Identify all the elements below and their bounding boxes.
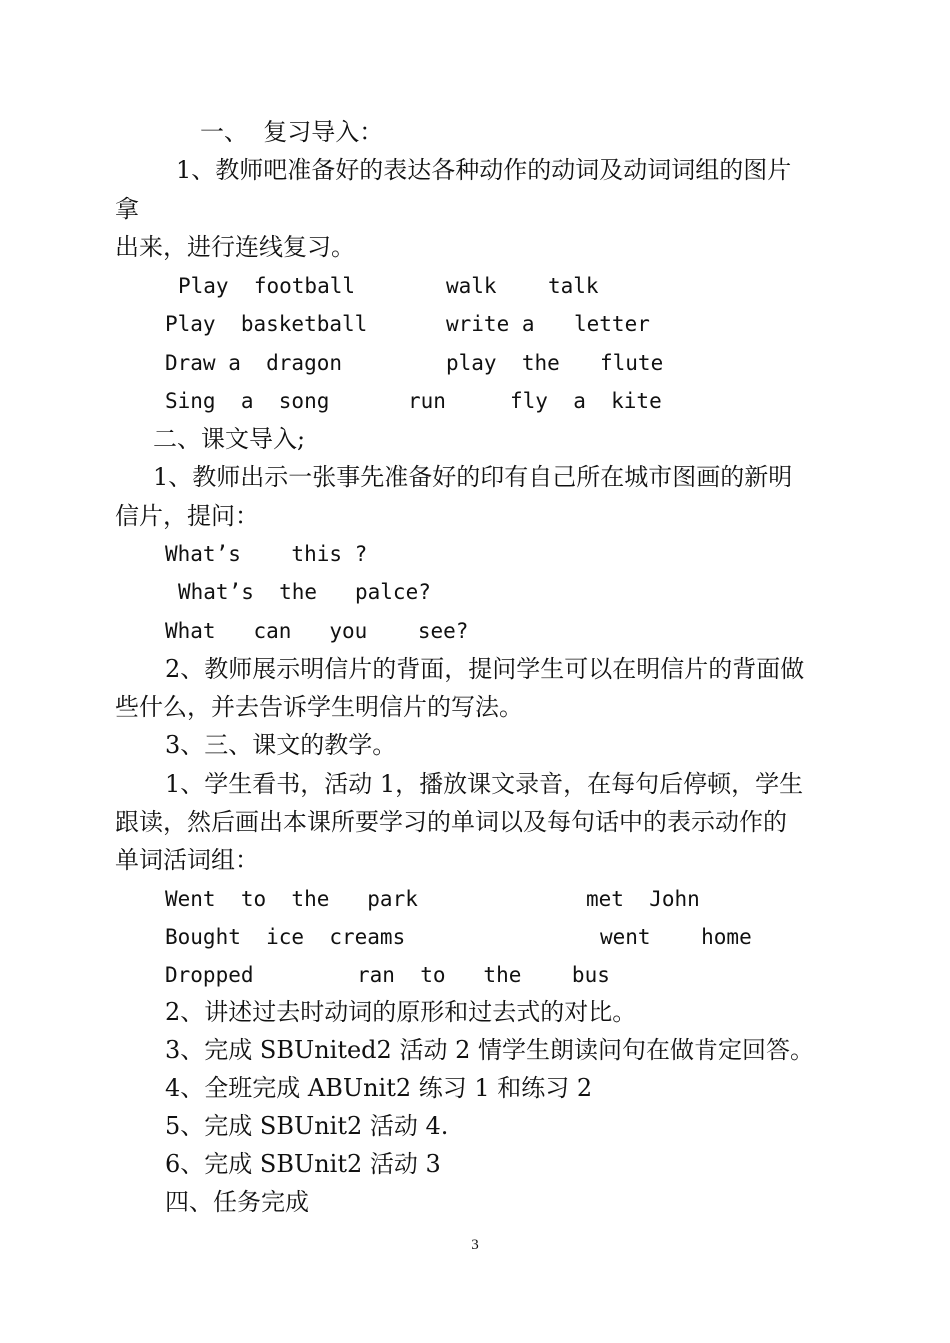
phrase-write-a: write a — [446, 312, 535, 336]
section3-item5: 5、完成 SBUnit2 活动 4. — [165, 1112, 449, 1140]
phrase-walk: walk — [446, 274, 497, 298]
word-went-home: went home — [600, 925, 752, 949]
word-dropped: Dropped — [165, 963, 254, 987]
phrase-draw-a-dragon: Draw a dragon — [165, 351, 343, 375]
section1-item1-line1: 1、教师吧准备好的表达各种动作的动词及动词词组的图片 — [176, 156, 792, 184]
phrase-play-football: Play football — [178, 274, 356, 298]
page-number: 3 — [471, 1237, 479, 1253]
section2-item1-line2: 信片，提问： — [115, 502, 259, 530]
section1-item1-line3: 出来，进行连线复习。 — [115, 233, 355, 261]
phrase-flute: flute — [600, 351, 664, 375]
question-whats-the-palce: What’s the palce? — [178, 580, 431, 604]
section3-item1-line3: 单词活词组： — [115, 846, 259, 874]
phrase-sing-a-song: Sing a song — [165, 389, 330, 413]
phrase-play-basketball: Play basketball — [165, 312, 368, 336]
word-bought-ice-creams: Bought ice creams — [165, 925, 406, 949]
section2-item2-line2: 些什么，并去告诉学生明信片的写法。 — [115, 693, 523, 721]
section2-item1-line1: 1、教师出示一张事先准备好的印有自己所在城市图画的新明 — [153, 463, 793, 491]
section3-item4: 4、全班完成 ABUnit2 练习 1 和练习 2 — [165, 1074, 593, 1102]
section3-heading: 3、三、课文的教学。 — [165, 731, 397, 759]
section3-item3: 3、完成 SBUnited2 活动 2 情学生朗读问句在做肯定回答。 — [165, 1036, 814, 1064]
question-what-can-you-see: What can you see? — [165, 619, 469, 643]
section1-item1-line2: 拿 — [115, 195, 139, 223]
question-whats-this: What’s this ? — [165, 542, 368, 566]
phrase-letter: letter — [574, 312, 650, 336]
section2-heading: 二、课文导入; — [153, 425, 306, 453]
section3-item6: 6、完成 SBUnit2 活动 3 — [165, 1150, 441, 1178]
section2-item2-line1: 2、教师展示明信片的背面，提问学生可以在明信片的背面做 — [165, 655, 805, 683]
section3-item1-line2: 跟读，然后画出本课所要学习的单词以及每句话中的表示动作的 — [115, 808, 787, 836]
section4-heading: 四、任务完成 — [165, 1188, 309, 1216]
section3-item1-line1: 1、学生看书，活动 1，播放课文录音，在每句后停顿，学生 — [165, 770, 804, 798]
word-met-john: met John — [586, 887, 700, 911]
phrase-play-the: play the — [446, 351, 560, 375]
phrase-talk: talk — [548, 274, 599, 298]
phrase-fly-a-kite: fly a kite — [510, 389, 662, 413]
section3-item2: 2、讲述过去时动词的原形和过去式的对比。 — [165, 998, 637, 1026]
phrase-run: run — [408, 389, 446, 413]
word-went-to-the-park: Went to the park — [165, 887, 418, 911]
word-ran-to-the-bus: ran to the bus — [357, 963, 610, 987]
section1-heading: 一、 复习导入： — [200, 118, 384, 146]
